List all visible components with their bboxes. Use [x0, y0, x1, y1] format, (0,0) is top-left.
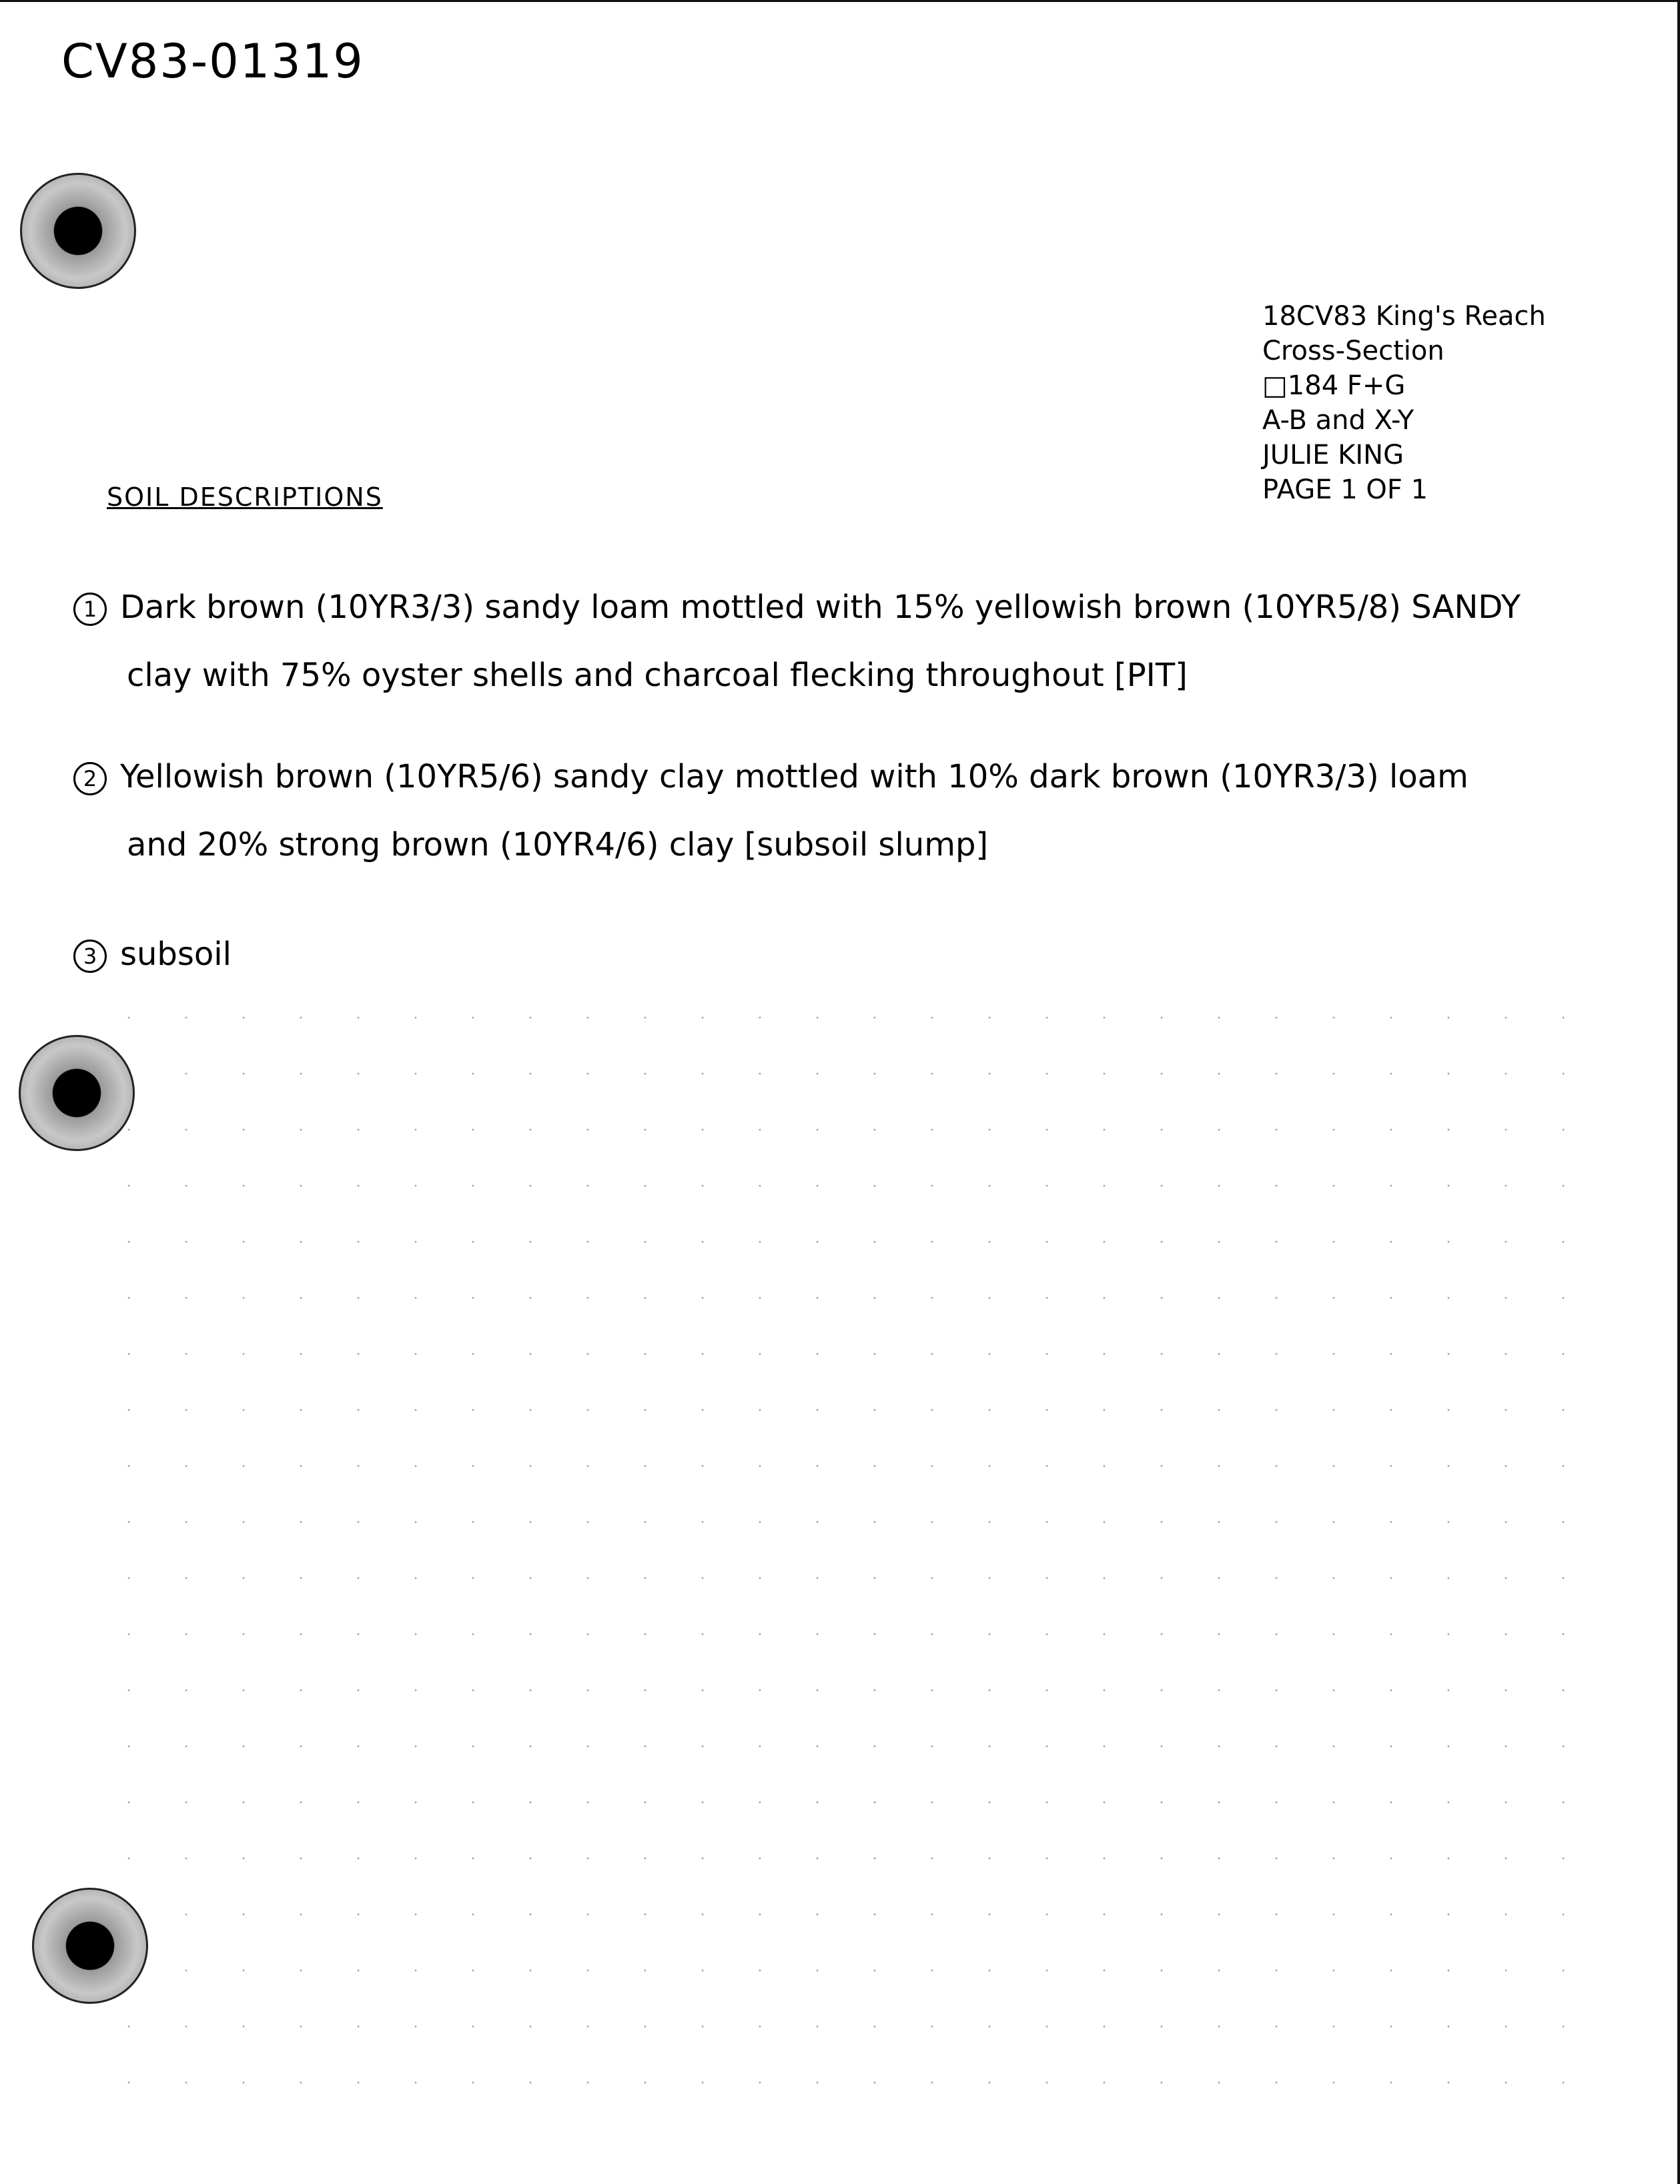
hole-punch	[32, 1888, 148, 2004]
header-line: Cross-Section	[1262, 336, 1444, 366]
header-line: JULIE KING	[1262, 440, 1404, 470]
soil-entry	[73, 920, 232, 988]
entry-text: subsoil	[120, 936, 232, 973]
section-title: SOIL DESCRIPTIONS	[107, 482, 383, 512]
header-line: 18CV83 King's Reach	[1262, 301, 1546, 332]
soil-entry	[73, 743, 1468, 879]
entry-text: and 20% strong brown (10YR4/6) clay [subsoil slump]	[127, 826, 989, 863]
entry-text: Dark brown (10YR3/3) sandy loam mottled with 15% yellowish brown (10YR5/8) SANDY	[120, 589, 1521, 626]
entry-number: 3	[73, 940, 107, 973]
hole-punch	[20, 173, 136, 289]
entry-number: 2	[73, 762, 107, 795]
document-id: CV83-01319	[61, 34, 364, 89]
soil-entry	[73, 573, 1521, 709]
entry-number: 1	[73, 593, 107, 626]
header-line: □184 F+G	[1262, 370, 1406, 401]
header-block	[1262, 299, 1569, 507]
hole-punch	[19, 1035, 135, 1151]
header-line: PAGE 1 OF 1	[1262, 474, 1428, 505]
entry-text: clay with 75% oyster shells and charcoal flecking throughout [PIT]	[127, 657, 1188, 694]
header-line: A-B and X-Y	[1262, 405, 1414, 436]
entry-text: Yellowish brown (10YR5/6) sandy clay mottled with 10% dark brown (10YR3/3) loam	[120, 758, 1468, 795]
scan-noise	[100, 990, 1568, 2124]
